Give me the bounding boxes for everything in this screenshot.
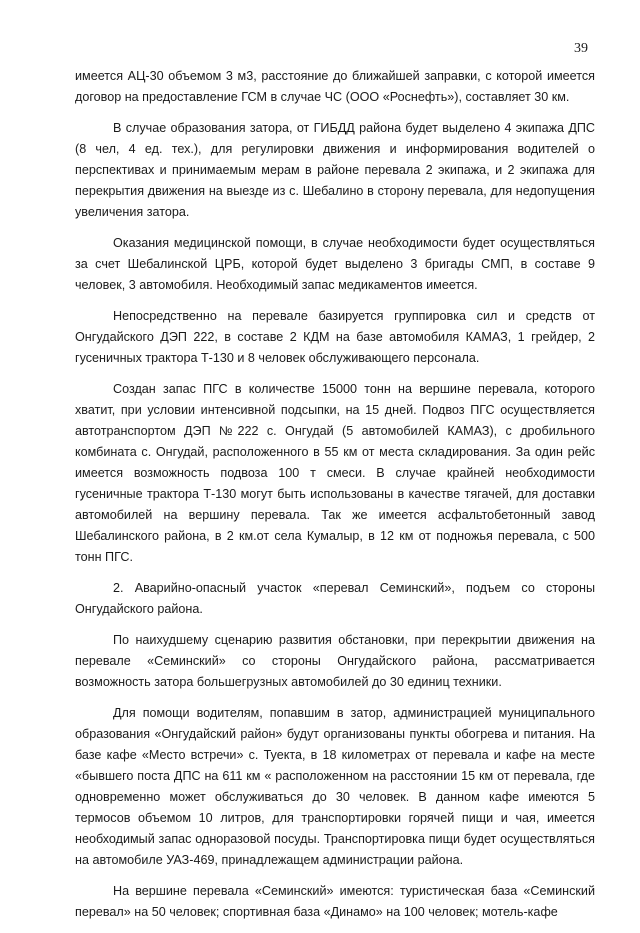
page-number: 39: [574, 41, 588, 56]
paragraph-pass-facilities: На вершине перевала «Семинский» имеются: туристическая база «Семинский перевал» на 50 человек; спортивная база «Динамо» на 100 человек; мотель-кафе: [75, 884, 595, 919]
paragraph-medical-aid: Оказания медицинской помощи, в случае необходимости будет осуществляться за счет Шебалинской ЦРБ, которой будет выделено 3 бригады СМП, в составе 9 человек, 3 автомобиля. Необходимый запас медикаментов имеется.: [75, 236, 595, 292]
paragraph-hazard-section-title: 2. Аварийно-опасный участок «перевал Семинский», подъем со стороны Онгудайского района.: [75, 581, 595, 616]
paragraph-heating-food-points: Для помощи водителям, попавшим в затор, администрацией муниципального образования «Онгудайский район» будут организованы пункты обогрева и питания. На базе кафе «Место встречи» с. Туекта, в 18 километрах от перевала и кафе на месте «бывшего поста ДПС на 611 км « расположенном на расстоянии 15 км от перевала, где одновременно может обслуживаться до 30 человек. В данном кафе имеются 5 термосов объемом 10 литров, для транспортировки горячей пищи и чая, имеется необходимый запас одноразовой посуды. Транспортировка пищи будет осуществляться на автомобиле УАЗ-469, принадлежащем администрации района.: [75, 706, 595, 867]
paragraph-road-service-group: Непосредственно на перевале базируется группировка сил и средств от Онгудайского ДЭП 222, в составе 2 КДМ на базе автомобиля КАМАЗ, 1 грейдер, 2 гусеничных трактора Т-130 и 8 человек обслуживающего персонала.: [75, 309, 595, 365]
paragraph-traffic-police: В случае образования затора, от ГИБДД района будет выделено 4 экипажа ДПС (8 чел, 4 ед. тех.), для регулировки движения и информирования водителей о перспективах и принимаемым мерам в районе перевала 2 экипажа, и 2 экипажа для перекрытия движения на выезде из с. Шебалино в сторону перевала, для недопущения увеличения затора.: [75, 121, 595, 219]
paragraph-gravel-reserve: Создан запас ПГС в количестве 15000 тонн на вершине перевала, которого хватит, при условии интенсивной подсыпки, на 15 дней. Подвоз ПГС осуществляется автотранспортом ДЭП №222 с. Онгудай (5 автомобилей КАМАЗ), с дробильного комбината с. Онгудай, расположенного в 55 км от места складирования. За один рейс имеется возможность подвоза 100 т смеси. В случае крайней необходимости гусеничные трактора Т-130 могут быть использованы в качестве тягачей, для доставки автомобилей на вершину перевала. Так же имеется асфальтобетонный завод Шебалинского района, в 2 км.от села Кумалыр, в 12 км от подножья перевала, с 500 тонн ПГС.: [75, 382, 595, 564]
document-body: [75, 66, 595, 933]
paragraph-fuel-supply: имеется АЦ-30 объемом 3 м3, расстояние до ближайшей заправки, с которой имеется договор на предоставление ГСМ в случае ЧС (ООО «Роснефть»), составляет 30 км.: [75, 69, 595, 104]
paragraph-worst-case-scenario: По наихудшему сценарию развития обстановки, при перекрытии движения на перевале «Семинский» со стороны Онгудайского района, рассматривается возможность затора большегрузных автомобилей до 30 единиц техники.: [75, 633, 595, 689]
